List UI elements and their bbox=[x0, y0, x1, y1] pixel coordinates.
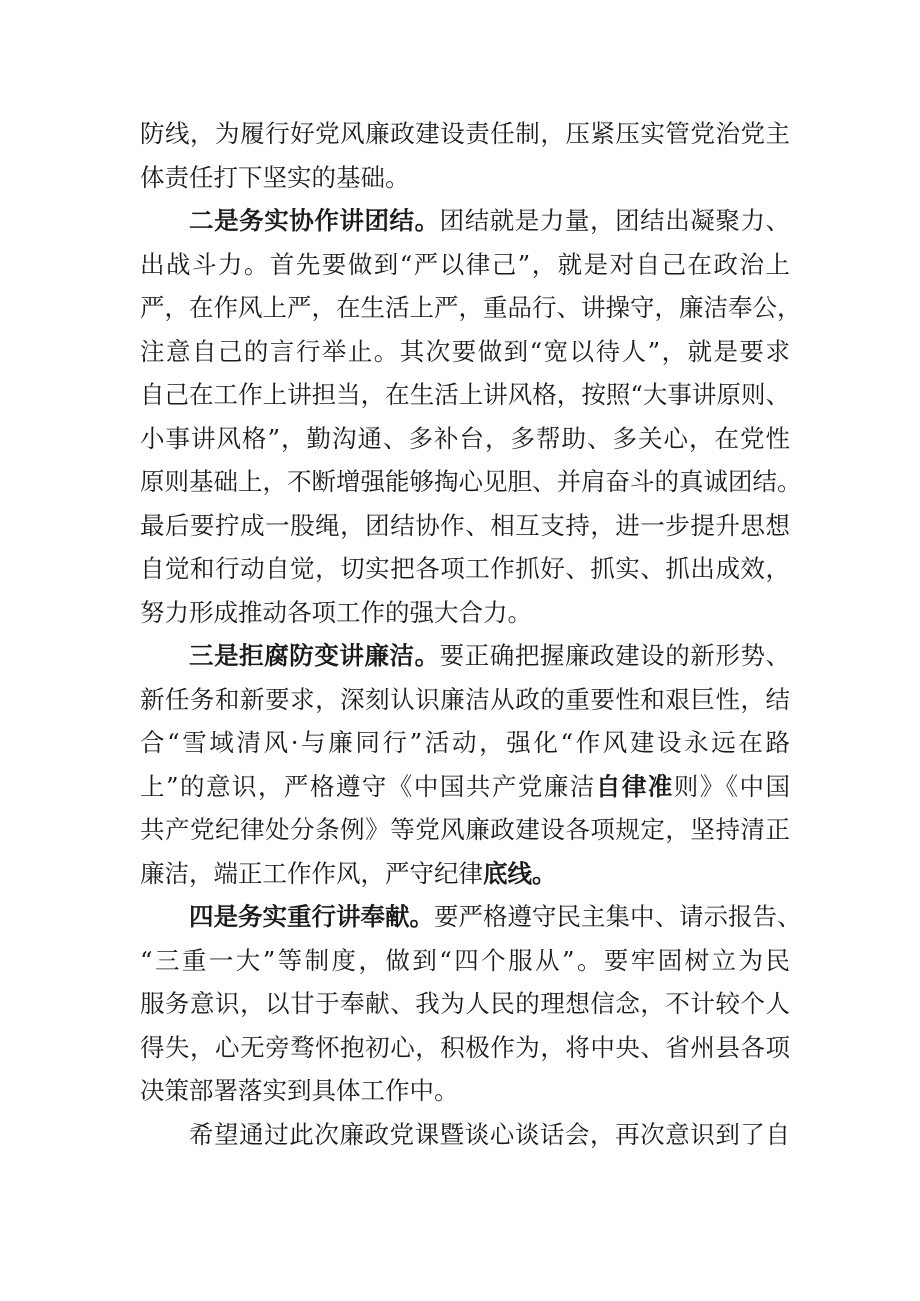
text-line: 防线，为履行好党风廉政建设责任制，压紧压实管党治党主 bbox=[140, 119, 790, 148]
paragraph-dedication bbox=[140, 895, 802, 1113]
text-line bbox=[140, 765, 790, 809]
paragraph-unity bbox=[140, 199, 802, 634]
text-line: 新任务和新要求，深刻认识廉洁从政的重要性和艰巨性，结 bbox=[140, 684, 790, 714]
document-body bbox=[140, 112, 802, 1156]
paragraph-continuation bbox=[140, 112, 790, 199]
text-segment: 要严格遵守民主集中、请示报告、 bbox=[434, 902, 802, 931]
text-segment: 团结就是力量，团结出凝聚力、 bbox=[439, 206, 791, 235]
emphasis-text: 底线。 bbox=[483, 858, 557, 888]
text-line: 最后要拧成一股绳，团结协作、相互支持，进一步提升思想 bbox=[140, 510, 790, 540]
text-line: 自觉和行动自觉，切实把各项工作抓好、抓实、抓出成效， bbox=[140, 554, 790, 583]
text-segment: 则》《中国 bbox=[673, 771, 791, 801]
text-line: 严，在作风上严，在生活上严，重品行、讲操守，廉洁奉公， bbox=[140, 293, 802, 322]
text-line: 合“雪域清风·与廉同行”活动，强化“作风建设永远在路 bbox=[140, 728, 790, 757]
text-line bbox=[140, 895, 802, 939]
text-line: 决策部署落实到具体工作中。 bbox=[140, 1076, 459, 1105]
section-heading: 三是拒腐防变讲廉洁。 bbox=[189, 641, 440, 670]
text-line: 努力形成推动各项工作的强大合力。 bbox=[140, 597, 532, 627]
text-segment: 上”的意识，严格遵守《中国共产党廉洁 bbox=[140, 771, 596, 801]
section-heading: 四是务实重行讲奉献。 bbox=[189, 902, 434, 931]
text-line: 希望通过此次廉政党课暨谈心谈话会，再次意识到了自 bbox=[189, 1119, 790, 1149]
text-line bbox=[140, 199, 790, 243]
text-line bbox=[140, 852, 790, 896]
text-line: 出战斗力。首先要做到“严以律己”，就是对自己在政治上 bbox=[140, 249, 790, 279]
text-line: 注意自己的言行举止。其次要做到“宽以待人”，就是要求 bbox=[140, 336, 790, 366]
text-line: 得失，心无旁骛怀抱初心，积极作为，将中央、省州县各项 bbox=[140, 1032, 790, 1062]
paragraph-integrity bbox=[140, 634, 790, 895]
text-line: 小事讲风格”，勤沟通、多补台，多帮助、多关心，在党性 bbox=[140, 423, 790, 453]
paragraph-closing bbox=[140, 1113, 790, 1157]
text-line bbox=[140, 634, 790, 678]
text-line: “三重一大”等制度，做到“四个服从”。要牢固树立为民 bbox=[140, 945, 790, 975]
emphasis-text: 自律准 bbox=[595, 771, 674, 801]
text-line: 原则基础上，不断增强能够掏心见胆、并肩奋斗的真诚团结。 bbox=[140, 467, 802, 496]
section-heading: 二是务实协作讲团结。 bbox=[189, 206, 440, 235]
text-line: 自己在工作上讲担当，在生活上讲风格，按照“大事讲原则、 bbox=[140, 380, 790, 409]
text-line: 共产党纪律处分条例》等党风廉政建设各项规定，坚持清正 bbox=[140, 815, 790, 844]
text-segment: 廉洁，端正工作作风，严守纪律 bbox=[140, 858, 483, 888]
text-line: 服务意识，以甘于奉献、我为人民的理想信念，不计较个人 bbox=[140, 989, 790, 1018]
text-segment: 要正确把握廉政建设的新形势、 bbox=[439, 641, 791, 670]
text-line: 体责任打下坚实的基础。 bbox=[140, 162, 410, 192]
